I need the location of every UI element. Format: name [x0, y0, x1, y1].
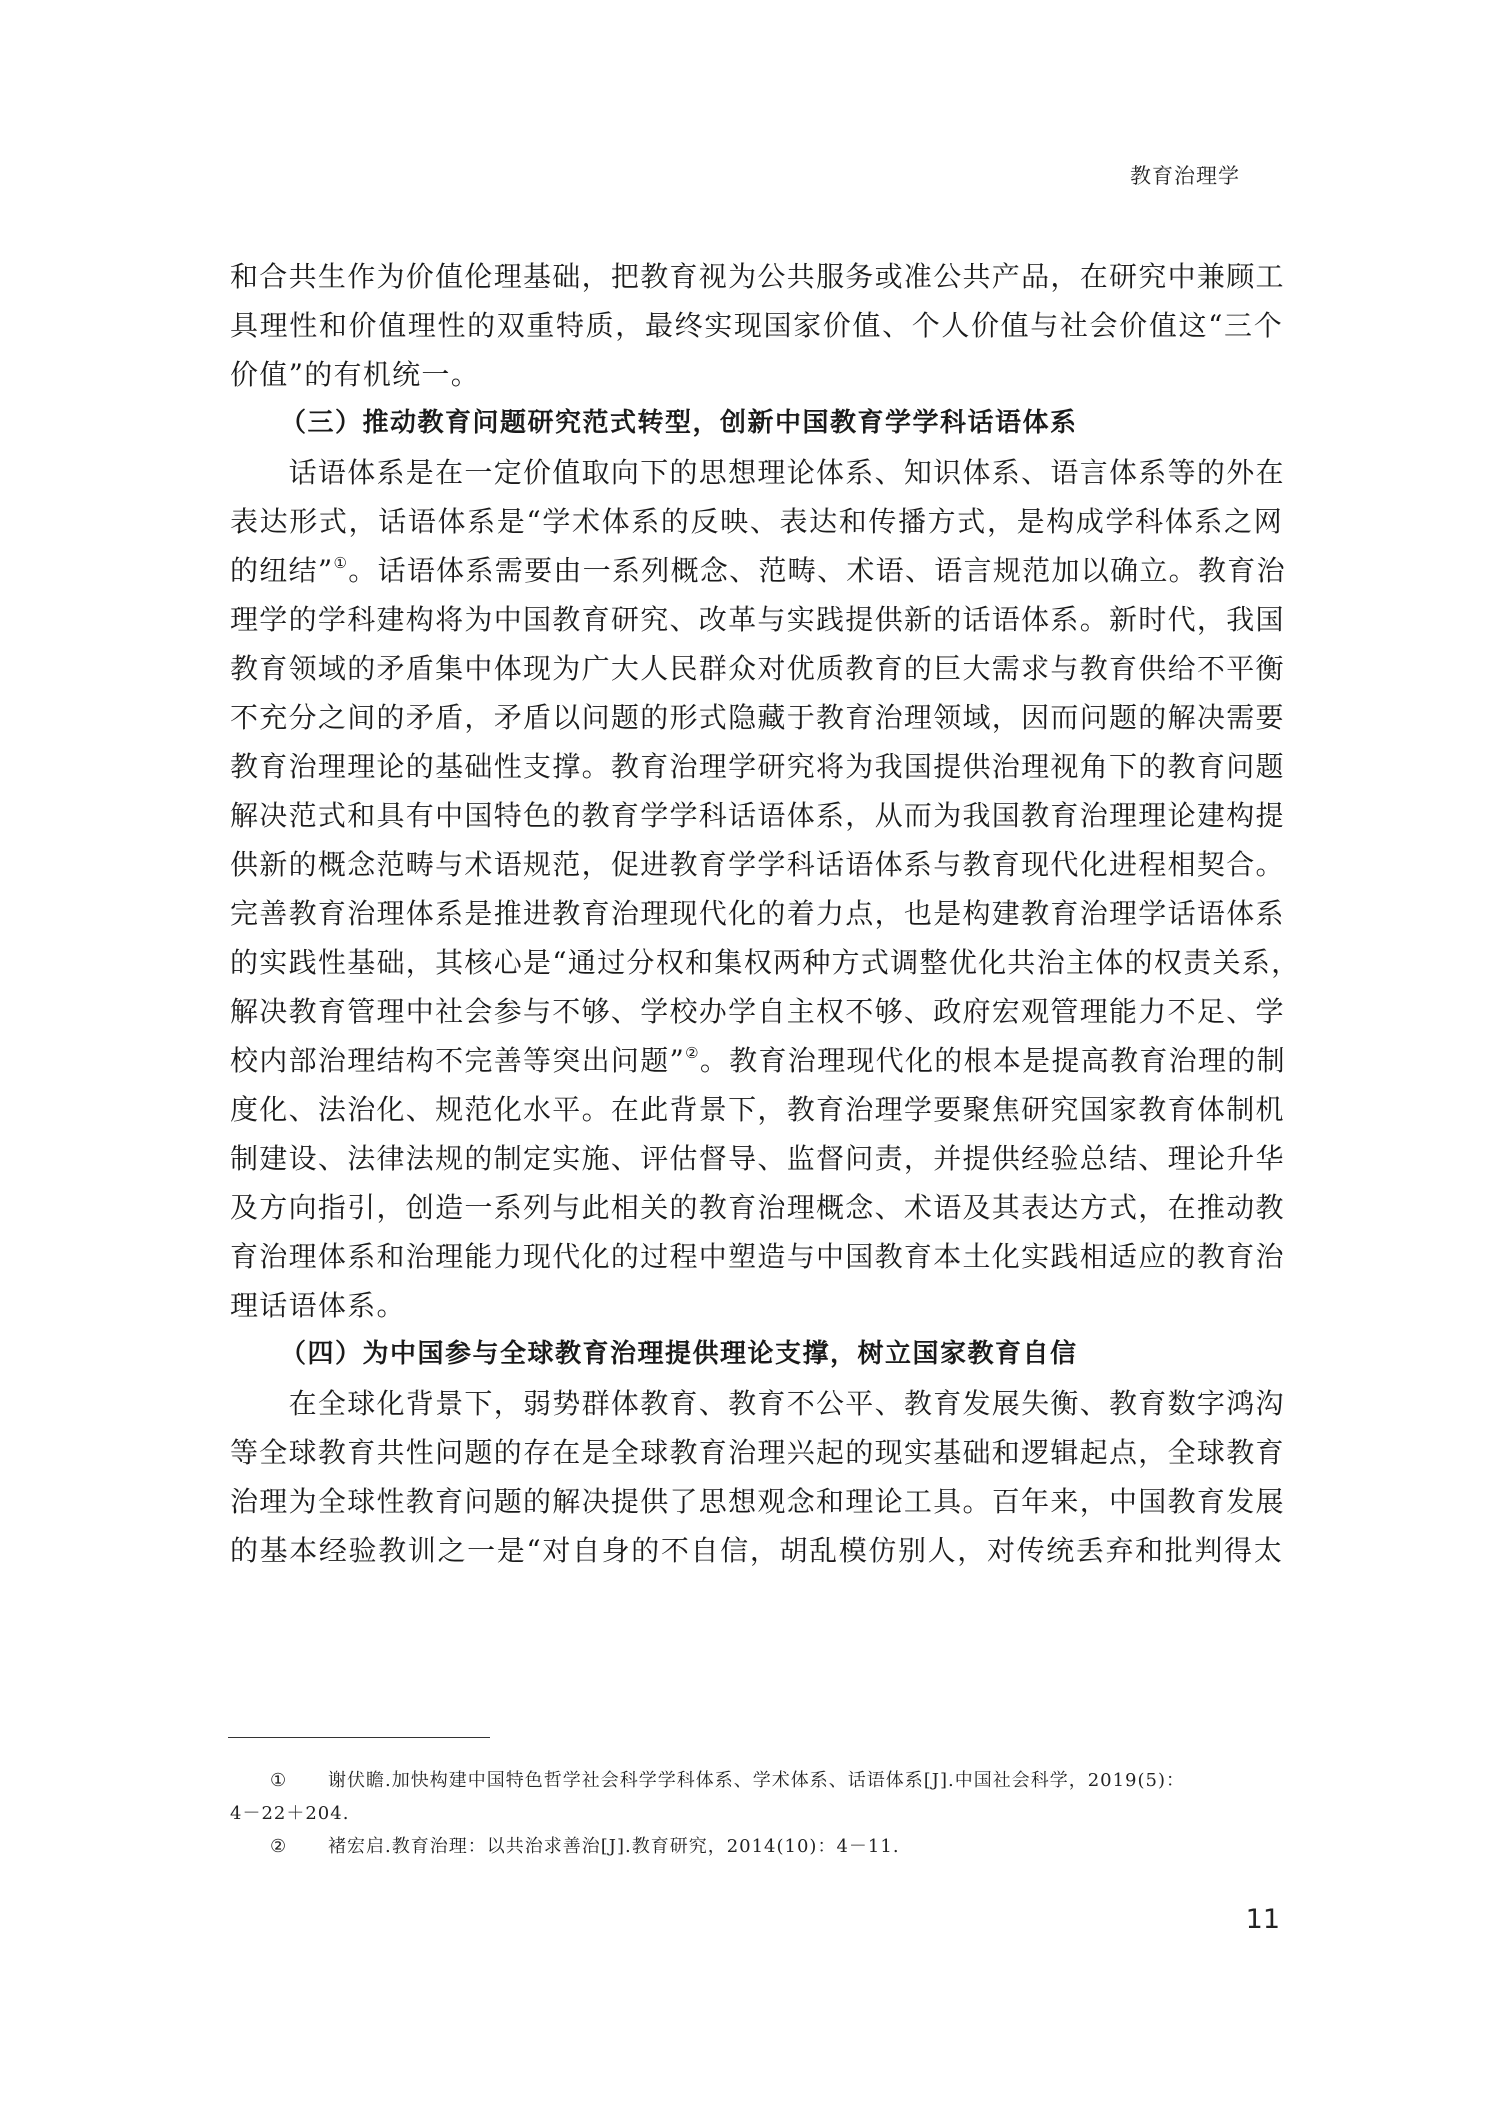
footnote-1 [230, 1764, 1283, 1797]
text-line: 表达形式，话语体系是“学术体系的反映、表达和传播方式，是构成学科体系之网 [230, 505, 1283, 538]
text-line-with-footnote-ref [230, 1036, 1286, 1085]
footnote-mark: ② [270, 1836, 288, 1857]
page-number: 11 [1245, 1904, 1280, 1935]
text-line: 价值”的有机统一。 [230, 358, 481, 391]
footnote-ref-1: ① [333, 554, 349, 572]
body-text [230, 252, 1301, 1575]
footnote-divider [228, 1737, 490, 1738]
footnote-ref-2: ② [685, 1044, 700, 1062]
text-line: 解决范式和具有中国特色的教育学学科话语体系，从而为我国教育治理理论建构提 [230, 799, 1285, 832]
footnote-1-continuation: 4－22＋204. [230, 1803, 350, 1824]
text-line: 教育治理理论的基础性支撑。教育治理学研究将为我国提供治理视角下的教育问题 [230, 750, 1285, 783]
text-line: 话语体系是在一定价值取向下的思想理论体系、知识体系、语言体系等的外在 [230, 456, 1285, 489]
footnote-2 [230, 1830, 1283, 1863]
text-line: 具理性和价值理性的双重特质，最终实现国家价值、个人价值与社会价值这“三个 [230, 309, 1283, 342]
text-line: 教育领域的矛盾集中体现为广大人民群众对优质教育的巨大需求与教育供给不平衡 [230, 652, 1285, 685]
text-line: 在全球化背景下，弱势群体教育、教育不公平、教育发展失衡、教育数字鸿沟 [230, 1387, 1285, 1420]
text-segment: 。教育治理现代化的根本是提高教育治理的制 [699, 1044, 1286, 1077]
footnote-text: 褚宏启.教育治理：以共治求善治[J].教育研究，2014(10)：4－11. [328, 1836, 900, 1857]
section-heading-3: （三）推动教育问题研究范式转型，创新中国教育学学科话语体系 [280, 408, 1078, 438]
text-line: 解决教育管理中社会参与不够、学校办学自主权不够、政府宏观管理能力不足、学 [230, 995, 1285, 1028]
text-line: 和合共生作为价值伦理基础，把教育视为公共服务或准公共产品，在研究中兼顾工 [230, 260, 1285, 293]
text-line: 度化、法治化、规范化水平。在此背景下，教育治理学要聚焦研究国家教育体制机 [230, 1093, 1285, 1126]
text-line: 的基本经验教训之一是“对自身的不自信，胡乱模仿别人，对传统丢弃和批判得太 [230, 1534, 1283, 1567]
text-line: 育治理体系和治理能力现代化的过程中塑造与中国教育本土化实践相适应的教育治 [230, 1240, 1285, 1273]
running-head: 教育治理学 [1130, 164, 1240, 188]
footnotes [230, 1764, 1283, 1863]
text-line: 完善教育治理体系是推进教育治理现代化的着力点，也是构建教育治理学话语体系 [230, 897, 1285, 930]
footnote-text: 谢伏瞻.加快构建中国特色哲学社会科学学科体系、学术体系、话语体系[J].中国社会科学，2019(5)： [328, 1770, 1186, 1791]
text-segment: 的纽结” [230, 554, 334, 587]
text-line: 供新的概念范畴与术语规范，促进教育学学科话语体系与教育现代化进程相契合。 [230, 848, 1285, 881]
text-segment: 。话语体系需要由一系列概念、范畴、术语、语言规范加以确立。教育治 [348, 554, 1286, 587]
text-line-with-footnote-ref [230, 546, 1286, 595]
text-line: 及方向指引，创造一系列与此相关的教育治理概念、术语及其表达方式，在推动教 [230, 1191, 1285, 1224]
text-line: 的实践性基础，其核心是“通过分权和集权两种方式调整优化共治主体的权责关系， [230, 946, 1301, 979]
text-line: 理学的学科建构将为中国教育研究、改革与实践提供新的话语体系。新时代，我国 [230, 603, 1285, 636]
text-line: 制建设、法律法规的制定实施、评估督导、监督问责，并提供经验总结、理论升华 [230, 1142, 1285, 1175]
footnote-mark: ① [270, 1770, 288, 1791]
text-segment: 校内部治理结构不完善等突出问题” [230, 1044, 686, 1077]
text-line: 理话语体系。 [230, 1289, 406, 1322]
text-line: 不充分之间的矛盾，矛盾以问题的形式隐藏于教育治理领域，因而问题的解决需要 [230, 701, 1285, 734]
section-heading-4: （四）为中国参与全球教育治理提供理论支撑，树立国家教育自信 [280, 1339, 1078, 1369]
text-line: 治理为全球性教育问题的解决提供了思想观念和理论工具。百年来，中国教育发展 [230, 1485, 1285, 1518]
text-line: 等全球教育共性问题的存在是全球教育治理兴起的现实基础和逻辑起点，全球教育 [230, 1436, 1285, 1469]
